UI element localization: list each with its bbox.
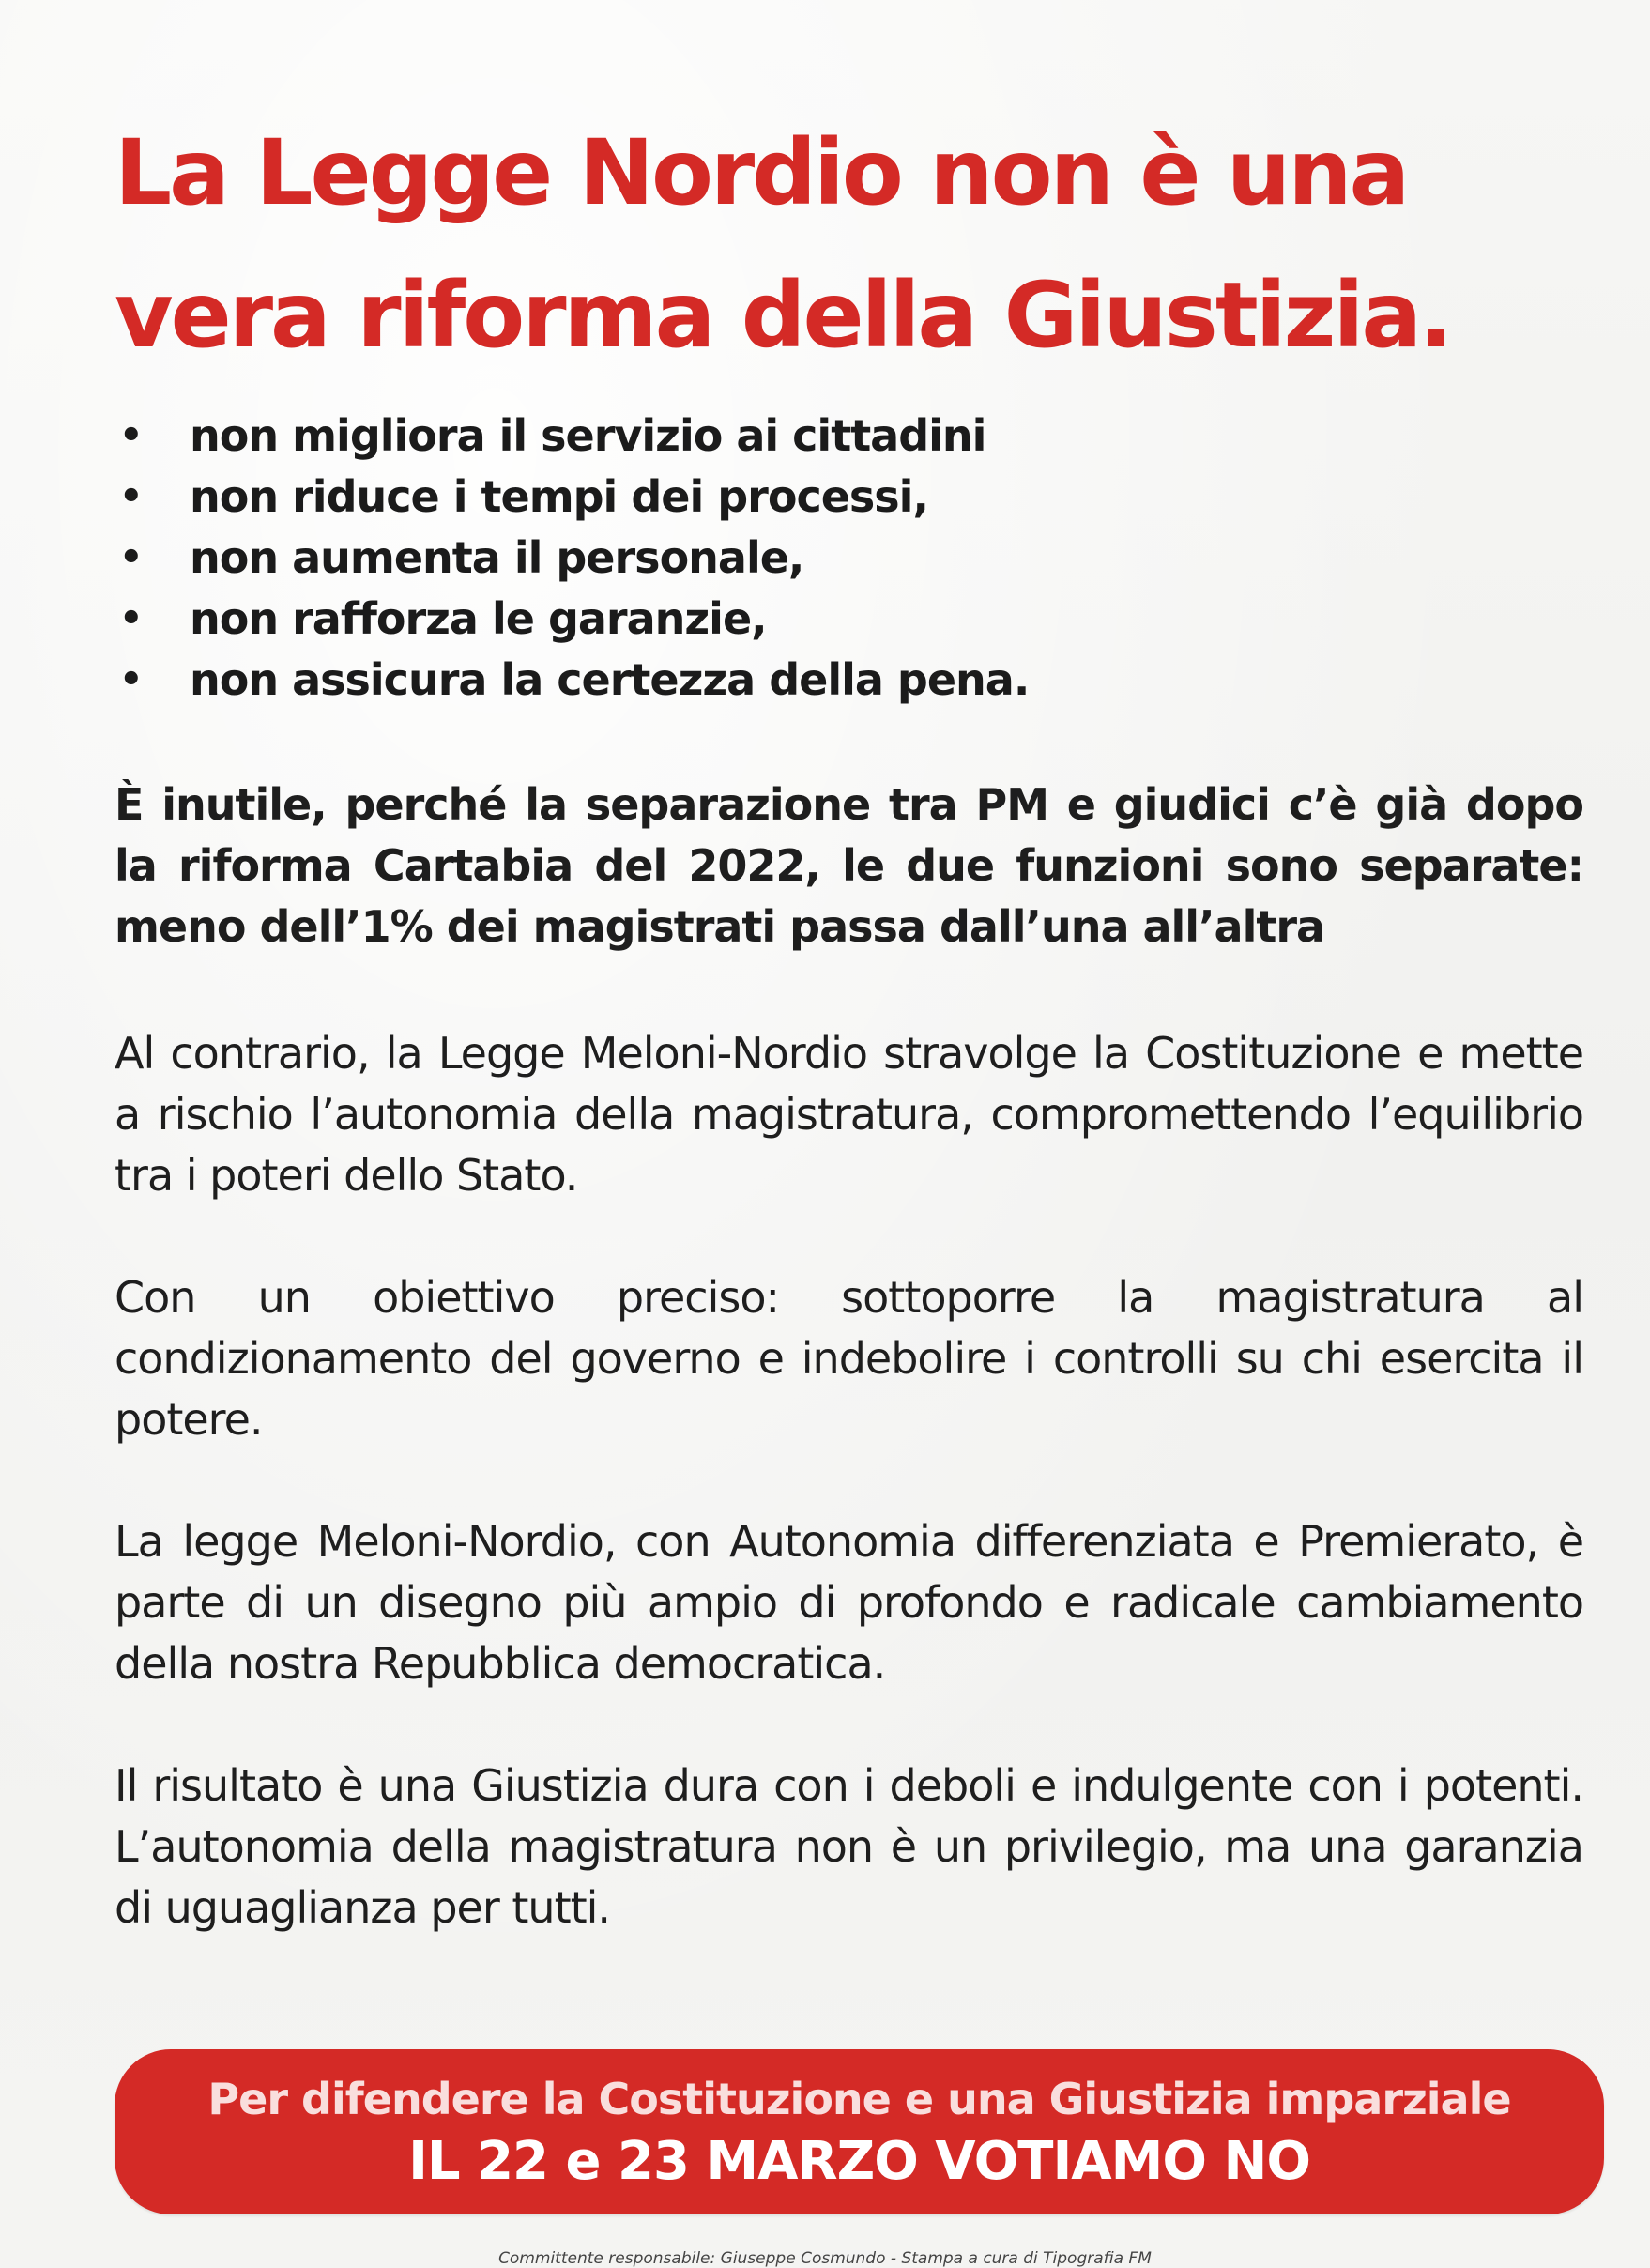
bullet-text: non migliora il servizio ai cittadini (190, 410, 986, 461)
bullet-dot-icon: • (119, 414, 143, 457)
bullet-item (115, 528, 1522, 589)
bullet-dot-icon: • (119, 658, 143, 701)
vote-no-banner (115, 2049, 1604, 2214)
bullet-list (115, 406, 1522, 711)
bullet-item (115, 650, 1522, 711)
bullet-dot-icon: • (119, 597, 143, 640)
bullet-text: non rafforza le garanzie, (190, 593, 767, 644)
bullet-item (115, 406, 1522, 467)
paragraph-constitution: Al contrario, la Legge Meloni-Nordio stravolge la Costituzione e mette a rischio l’autonomia della magistratura, compromettendo l’equilibrio tra i poteri dello Stato. (115, 1028, 1583, 1201)
paragraph-design: La legge Meloni-Nordio, con Autonomia differenziata e Premierato, è parte di un disegno più ampio di profondo e radicale cambiamento della nostra Repubblica democratica. (115, 1516, 1583, 1689)
banner-subtitle: Per difendere la Costituzione e una Giustizia imparziale (207, 2074, 1511, 2124)
bullet-dot-icon: • (119, 536, 143, 579)
paragraph-separation: È inutile, perché la separazione tra PM e giudici c’è già dopo la riforma Cartabia del 2022, le due funzioni sono separate: meno dell’1% dei magistrati passa dall’una all’altra (115, 779, 1583, 952)
bullet-item (115, 467, 1522, 528)
title-line-2: vera riforma della Giustizia. (115, 263, 1451, 368)
bullet-text: non riduce i tempi dei processi, (190, 471, 928, 522)
bullet-text: non aumenta il personale, (190, 532, 804, 583)
bullet-dot-icon: • (119, 475, 143, 518)
footer-credits: Committente responsabile: Giuseppe Cosmundo - Stampa a cura di Tipografia FM (498, 2249, 1152, 2268)
title-line-1: La Legge Nordio non è una (115, 120, 1408, 225)
bullet-text: non assicura la certezza della pena. (190, 654, 1030, 705)
page-title (115, 101, 1597, 387)
banner-headline: IL 22 e 23 MARZO VOTIAMO NO (408, 2131, 1310, 2192)
paragraph-result: Il risultato è una Giustizia dura con i deboli e indulgente con i potenti. L’autonomia della magistratura non è un privilegio, ma una garanzia di uguaglianza per tutti. (115, 1760, 1583, 1933)
paragraph-objective: Con un obiettivo preciso: sottoporre la magistratura al condizionamento del governo e indebolire i controlli su chi esercita il potere. (115, 1272, 1583, 1445)
bullet-item (115, 589, 1522, 650)
